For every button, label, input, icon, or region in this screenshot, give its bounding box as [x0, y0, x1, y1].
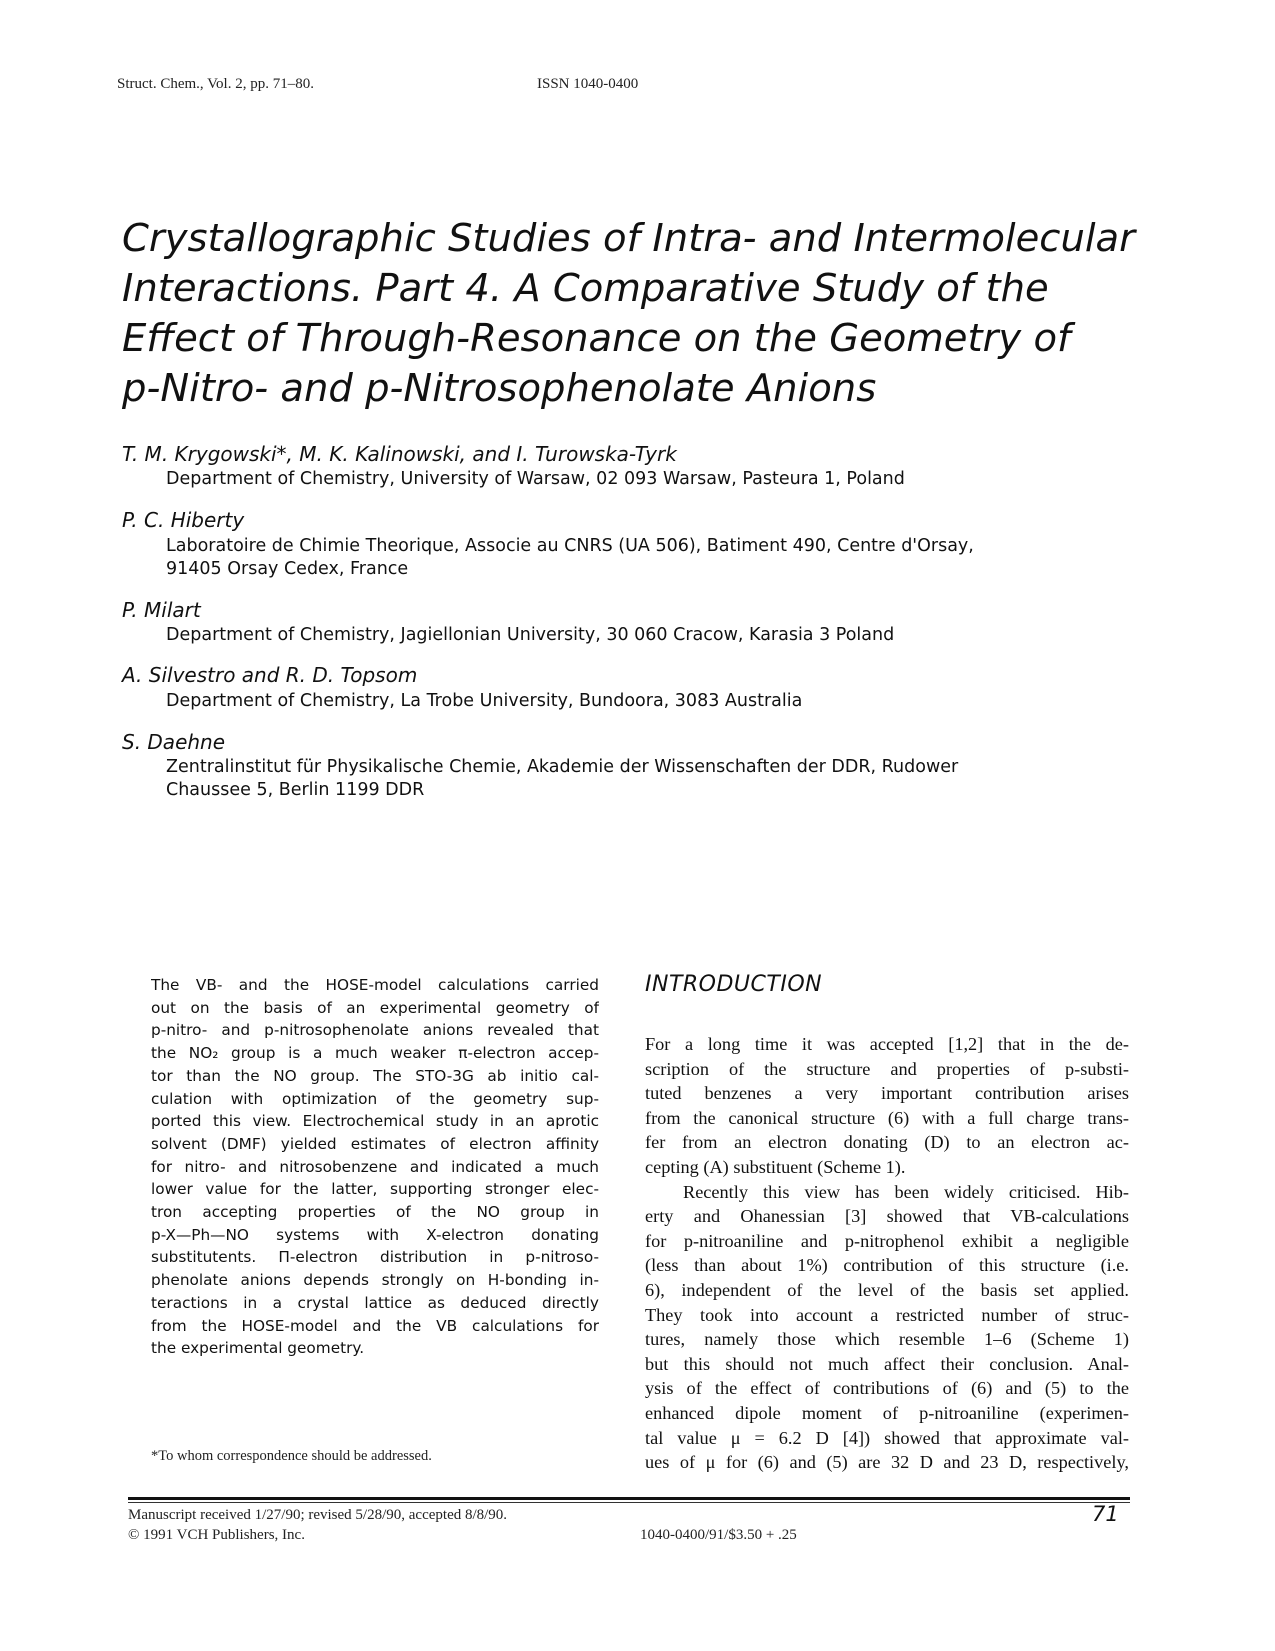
- article-title: [122, 214, 1152, 414]
- author-group-4: A. Silvestro and R. D. Topsom: [122, 663, 418, 687]
- section-heading-introduction: INTRODUCTION: [645, 972, 823, 997]
- abstract-line: tron accepting properties of the NO group in: [151, 1203, 599, 1222]
- abstract-line: ported this view. Electrochemical study in an aprotic: [151, 1112, 599, 1131]
- introduction-body: [645, 1032, 1129, 1475]
- correspondence-footnote: *To whom correspondence should be addressed.: [151, 1448, 432, 1464]
- body-line: ues of μ for (6) and (5) are 32 D and 23 D, respectively,: [645, 1452, 1129, 1473]
- issn: ISSN 1040-0400: [537, 76, 639, 92]
- abstract-line: lower value for the latter, supporting stronger elec-: [151, 1180, 599, 1199]
- body-line: tures, namely those which resemble 1–6 (Scheme 1): [645, 1329, 1129, 1350]
- title-line: p-Nitro- and p-Nitrosophenolate Anions: [122, 366, 877, 411]
- body-line: for p-nitroaniline and p-nitrophenol exhibit a negligible: [645, 1230, 1129, 1251]
- abstract-line: The VB- and the HOSE-model calculations carried: [151, 976, 599, 994]
- body-line: but this should not much affect their conclusion. Anal-: [645, 1353, 1129, 1374]
- body-line: (less than about 1%) contribution of this structure (i.e.: [645, 1255, 1129, 1276]
- abstract-line: for nitro- and nitrosobenzene and indicated a much: [151, 1157, 599, 1176]
- affiliation-line: Chaussee 5, Berlin 1199 DDR: [166, 780, 425, 800]
- affiliation-3: [166, 624, 1166, 647]
- body-line: scription of the structure and properties of p-substi-: [645, 1058, 1129, 1079]
- body-line: tuted benzenes a very important contribution arises: [645, 1083, 1129, 1104]
- abstract-line: substitutents. Π-electron distribution in p-nitroso-: [151, 1248, 599, 1267]
- body-line: They took into account a restricted number of struc-: [645, 1304, 1129, 1325]
- author-group-2: P. C. Hiberty: [122, 508, 245, 532]
- body-line: Recently this view has been widely criticised. Hib-: [683, 1181, 1129, 1202]
- footer-rule: [128, 1497, 1130, 1500]
- page-number: 71: [1092, 1502, 1119, 1526]
- affiliation-2: [166, 535, 1166, 581]
- affiliation-line: 91405 Orsay Cedex, France: [166, 559, 409, 579]
- abstract-line: out on the basis of an experimental geometry of: [151, 998, 599, 1017]
- body-line: enhanced dipole moment of p-nitroaniline (experimen-: [645, 1402, 1129, 1423]
- abstract-line: from the HOSE-model and the VB calculations for: [151, 1316, 599, 1335]
- title-line: Crystallographic Studies of Intra- and Intermolecular: [122, 216, 1135, 261]
- title-line: Effect of Through-Resonance on the Geometry of: [122, 316, 1071, 361]
- abstract-line: tor than the NO group. The STO-3G ab initio cal-: [151, 1066, 599, 1085]
- affiliation-line: Laboratoire de Chimie Theorique, Associe au CNRS (UA 506), Batiment 490, Centre d'Orsay,: [166, 536, 974, 556]
- body-line: fer from an electron donating (D) to an electron ac-: [645, 1132, 1129, 1153]
- affiliation-5: [166, 756, 1166, 802]
- copyright: © 1991 VCH Publishers, Inc.: [128, 1527, 305, 1543]
- price-code: 1040-0400/91/$3.50 + .25: [640, 1527, 797, 1543]
- abstract-line: the experimental geometry.: [151, 1339, 365, 1358]
- body-line: 6), independent of the level of the basis set applied.: [645, 1279, 1129, 1300]
- abstract-line: p-X—Ph—NO systems with X-electron donating: [151, 1225, 599, 1244]
- body-line: from the canonical structure (6) with a full charge trans-: [645, 1107, 1129, 1128]
- abstract-line: solvent (DMF) yielded estimates of electron affinity: [151, 1134, 599, 1153]
- affiliation-1: [166, 468, 1166, 491]
- author-group-3: P. Milart: [122, 598, 201, 622]
- abstract-line: teractions in a crystal lattice as deduced directly: [151, 1293, 599, 1312]
- affiliation-line: Department of Chemistry, La Trobe University, Bundoora, 3083 Australia: [166, 691, 803, 711]
- abstract: [151, 974, 599, 1360]
- affiliation-4: [166, 690, 1166, 713]
- abstract-line: phenolate anions depends strongly on H-bonding in-: [151, 1271, 599, 1290]
- body-line: tal value μ = 6.2 D [4]) showed that approximate val-: [645, 1427, 1129, 1448]
- abstract-line: the NO₂ group is a much weaker π-electron accep-: [151, 1044, 599, 1063]
- body-line: erty and Ohanessian [3] showed that VB-calculations: [645, 1206, 1129, 1227]
- title-line: Interactions. Part 4. A Comparative Study of the: [122, 266, 1049, 311]
- manuscript-dates: Manuscript received 1/27/90; revised 5/28/90, accepted 8/8/90.: [128, 1507, 508, 1523]
- author-group-1: T. M. Krygowski*, M. K. Kalinowski, and I. Turowska-Tyrk: [122, 442, 677, 466]
- body-line: cepting (A) substituent (Scheme 1).: [645, 1156, 906, 1177]
- affiliation-line: Zentralinstitut für Physikalische Chemie, Akademie der Wissenschaften der DDR, Rudower: [166, 757, 959, 777]
- footer-rule-thin: [128, 1502, 1130, 1503]
- body-line: ysis of the effect of contributions of (6) and (5) to the: [645, 1378, 1129, 1399]
- author-group-5: S. Daehne: [122, 730, 226, 754]
- body-line: For a long time it was accepted [1,2] that in the de-: [645, 1034, 1129, 1054]
- journal-citation: Struct. Chem., Vol. 2, pp. 71–80.: [117, 76, 314, 92]
- abstract-line: p-nitro- and p-nitrosophenolate anions revealed that: [151, 1021, 599, 1040]
- abstract-line: culation with optimization of the geometry sup-: [151, 1089, 599, 1108]
- affiliation-line: Department of Chemistry, Jagiellonian University, 30 060 Cracow, Karasia 3 Poland: [166, 625, 895, 645]
- affiliation-line: Department of Chemistry, University of Warsaw, 02 093 Warsaw, Pasteura 1, Poland: [166, 469, 905, 489]
